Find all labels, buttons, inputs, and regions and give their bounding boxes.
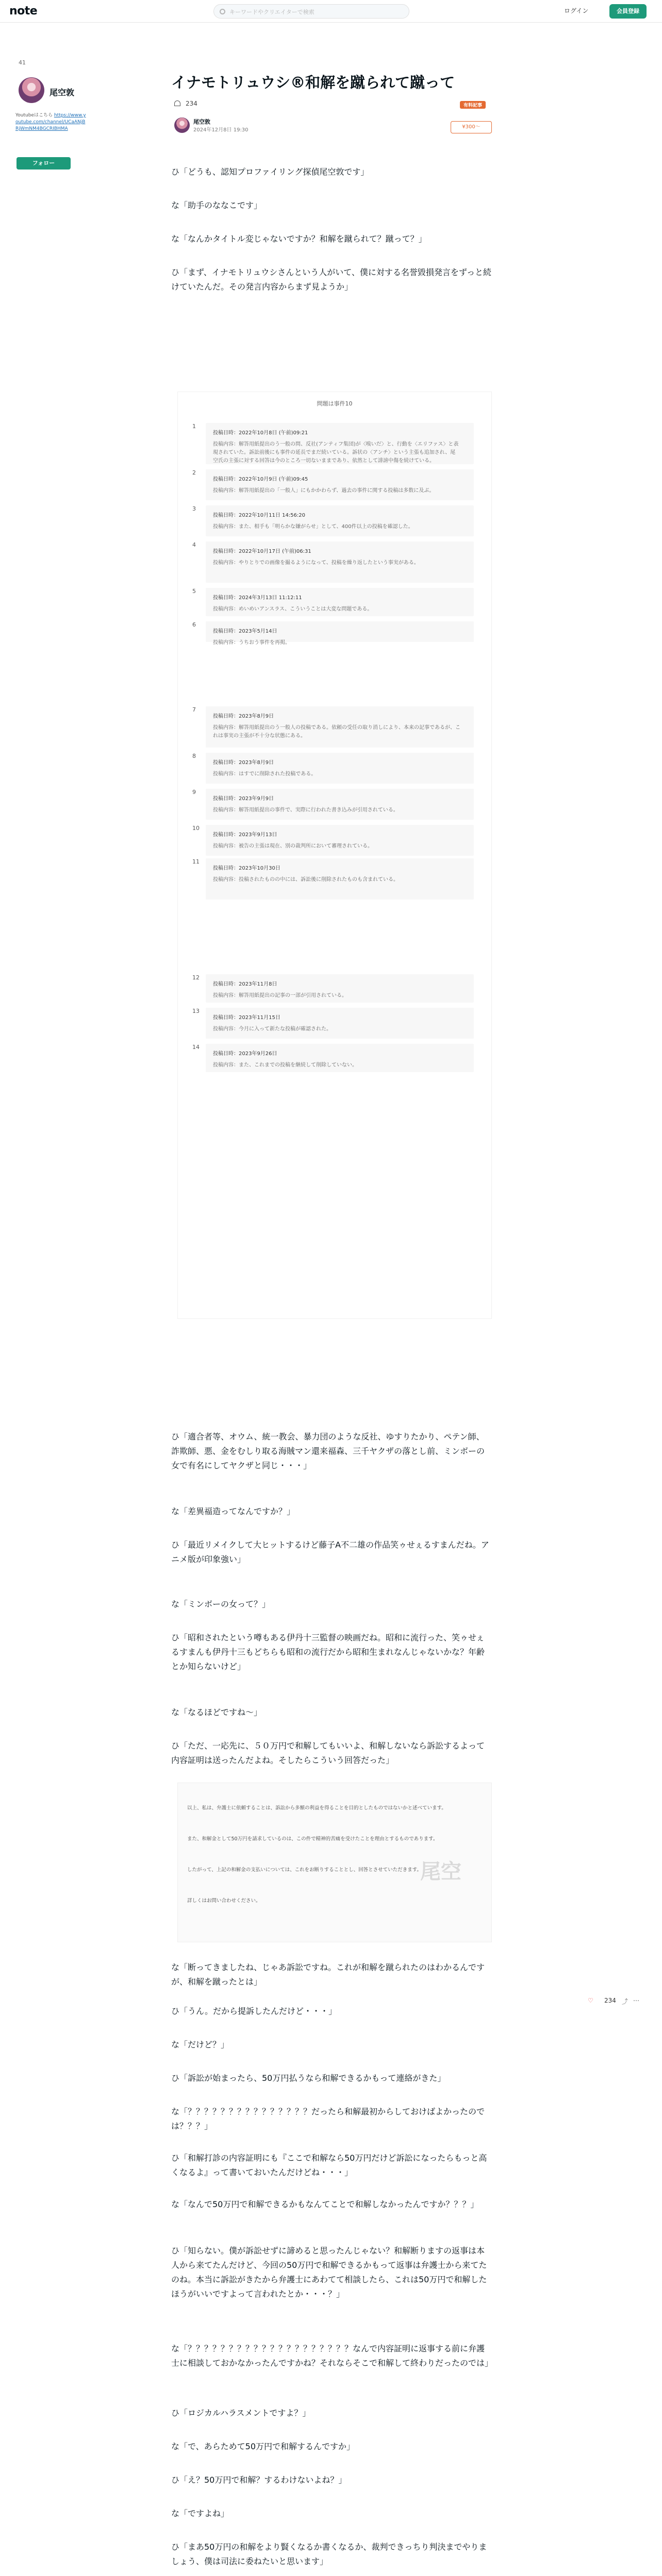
timeline-entry xyxy=(192,789,481,820)
timeline-entry xyxy=(192,825,481,856)
timeline-number: 13 xyxy=(192,1008,200,1014)
timeline-date: 投稿日時：2023年8月9日 xyxy=(213,714,274,719)
letter-image xyxy=(177,1783,492,1942)
timeline-date: 投稿日時：2024年3月13日 11:12:11 xyxy=(213,595,302,601)
timeline-number: 9 xyxy=(192,789,196,795)
paragraph: な「差異福造ってなんですか？」 xyxy=(171,1506,295,1516)
timeline-box xyxy=(206,1008,474,1039)
sidebar-avatar[interactable] xyxy=(19,77,44,103)
paragraph: ひ「ロジカルハラスメントですよ？」 xyxy=(171,2408,311,2418)
paragraph: な「で、あらためて50万円で和解するんですか」 xyxy=(171,2442,355,2451)
timeline-date: 投稿日時：2023年11月8日 xyxy=(213,981,277,987)
timeline-date: 投稿日時：2023年10月30日 xyxy=(213,866,280,871)
timeline-body: 投稿内容：解答用紙提出のう一般の問、反社(アンティフ集団)が〈嗅いだ〉と、行動を〈エリファス〉と表現されていた。訴訟前後にも事件の延長でまだ続いている。訴状の〈アンチ〉という主張も追加され、尾空氏の主張に対する回答は今のところ一切ないままであり、依然として誹謗中傷を続けている。 xyxy=(213,442,459,464)
timeline-image xyxy=(177,392,492,1319)
timeline-box xyxy=(206,974,474,1003)
timeline-number: 10 xyxy=(192,825,200,832)
timeline-number: 7 xyxy=(192,706,196,713)
timeline-body: 投稿内容：今月に入って新たな投稿が確認された。 xyxy=(213,1026,332,1032)
publish-date: 2024年12月8日 19:30 xyxy=(193,127,249,133)
timeline-entry xyxy=(192,1008,481,1039)
floating-like-icon[interactable]: ♡ xyxy=(588,1997,593,2004)
timeline-box xyxy=(206,753,474,784)
sidebar-follow-button[interactable]: フォロー xyxy=(16,157,71,170)
timeline-number: 1 xyxy=(192,423,196,430)
timeline-title: 問題は事件10 xyxy=(317,400,353,407)
paragraph: ひ「訴訟が始まったら、50万円払うなら和解できるかもって連絡がきた」 xyxy=(171,2073,446,2083)
timeline-number: 8 xyxy=(192,753,196,759)
timeline-number: 4 xyxy=(192,541,196,548)
timeline-entry xyxy=(192,505,481,536)
timeline-entry xyxy=(192,588,481,616)
sidebar-author-bio xyxy=(15,112,88,132)
paragraph: ひ「昭和されたという噂もある伊丹十三監督の映画だね。昭和に流行った、笑ゥせぇるすまんも伊丹十三もどちらも昭和の流行だから昭和生まれなんじゃないかな？年齢とか知らないけど」 xyxy=(171,1633,485,1671)
timeline-box xyxy=(206,789,474,820)
timeline-date: 投稿日時：2022年10月11日 14:56:20 xyxy=(213,513,305,518)
author-avatar[interactable] xyxy=(174,117,190,133)
timeline-date: 投稿日時：2022年10月17日 (午前)06:31 xyxy=(213,549,311,554)
floating-share-icon[interactable]: ⤴ xyxy=(622,1998,628,2005)
timeline-date: 投稿日時：2023年8月9日 xyxy=(213,760,274,766)
timeline-body: 投稿内容：投稿されたものの中には、訴訟後に削除されたものも含まれている。 xyxy=(213,877,399,883)
timeline-body: 投稿内容：やりとりでの画像を撮るようになって、投稿を繰り返したという事実がある。 xyxy=(213,560,419,566)
timeline-entry xyxy=(192,706,481,748)
timeline-number: 3 xyxy=(192,505,196,512)
timeline-date: 投稿日時：2022年10月8日 (午前)09:21 xyxy=(213,430,308,436)
timeline-entry xyxy=(192,469,481,500)
paragraph: な「なんで50万円で和解できるかもなんてことで和解しなかったんですか？？？」 xyxy=(171,2199,479,2209)
buy-button-top[interactable]: ¥300〜 xyxy=(451,121,492,133)
timeline-box xyxy=(206,621,474,646)
search-placeholder: キーワードやクリエイターで検索 xyxy=(229,9,315,15)
timeline-entry xyxy=(192,753,481,784)
timeline-box xyxy=(206,469,474,500)
timeline-date: 投稿日時：2023年11月15日 xyxy=(213,1015,280,1021)
timeline-body: 投稿内容：解答用紙提出の記事の一部が引用されている。 xyxy=(213,993,347,998)
author-name[interactable]: 尾空敦 xyxy=(193,118,210,125)
paragraph: な「ですよね」 xyxy=(171,2509,229,2518)
letter-line: したがって、上記の和解金の支払いについては、これをお断りすることとし、回答とさせていただきます。 xyxy=(187,1867,422,1873)
paragraph: ひ「まあ50万円の和解をより賢くなるか書くなるか、裁判できっちり判決までやりましょう、僕は司法に委ねたいと思います」 xyxy=(171,2542,487,2566)
timeline-entry xyxy=(192,858,481,900)
timeline-number: 11 xyxy=(192,858,200,865)
timeline-entry xyxy=(192,621,481,646)
timeline-body: 投稿内容：被告の主張は現在、別の裁判所において審理されている。 xyxy=(213,843,373,849)
timeline-entry xyxy=(192,974,481,1003)
paragraph: な「だけど？」 xyxy=(171,2040,229,2049)
timeline-number: 6 xyxy=(192,621,196,628)
bio-youtube-link[interactable]: https://www.youtube.com/channel/UCaANjBRjWmNM4BGCRIBHMA xyxy=(15,113,86,131)
paragraph: ひ「うん。だから提訴したんだけど・・・」 xyxy=(171,2006,337,2016)
search-input[interactable] xyxy=(213,4,409,19)
timeline-body: 投稿内容：解答用紙提出のう一般人の投稿である。依頼の受任の取り消しにより、本来の記事であるが、これは事実の主張が不十分な状態にある。 xyxy=(213,725,460,739)
timeline-number: 14 xyxy=(192,1044,200,1050)
timeline-date: 投稿日時：2023年9月26日 xyxy=(213,1051,277,1057)
timeline-body: 投稿内容：めいめいアンスラス、こういうことは大変な問題である。 xyxy=(213,606,373,612)
article-title: イナモトリュウシ®︎和解を蹴られて蹴って xyxy=(171,74,455,91)
timeline-body: 投稿内容：また、相手も「明らかな嫌がらせ」として、400件以上の投稿を確認した。 xyxy=(213,524,413,530)
site-header xyxy=(0,0,662,23)
watermark: 尾空 xyxy=(420,1860,461,1884)
timeline-box xyxy=(206,1044,474,1072)
bio-prefix: Youtubeはこちら xyxy=(15,113,53,118)
timeline-box xyxy=(206,541,474,583)
timeline-box xyxy=(206,505,474,536)
paragraph: な「なるほどですね〜」 xyxy=(171,1707,262,1717)
heart-icon xyxy=(174,100,180,106)
search-icon xyxy=(220,9,225,14)
floating-more-icon[interactable]: ⋯ xyxy=(633,1997,639,2004)
paragraph: な「助手のななこです」 xyxy=(171,200,262,210)
paragraph: ひ「知らない。僕が訴訟せずに諦めると思ったんじゃない？和解断りますの返事は本人から来てたんだけど、今回の50万円で和解できるかもって返事は弁護士から来てたのね。本当に訴訟がきたから弁護士にあわてて相談したら、これは50万円で和解したほうがいいですよって言われたとか・・・？」 xyxy=(171,2246,487,2299)
signup-button[interactable]: 会員登録 xyxy=(609,4,647,19)
letter-line: また、和解金として50万円を請求しているのは、この件で精神的苦痛を受けたことを理由とするものであります。 xyxy=(187,1836,438,1842)
timeline-box xyxy=(206,706,474,748)
timeline-box xyxy=(206,825,474,856)
timeline-body: 投稿内容：解答用紙提出の「一般人」にもかかわらず、過去の事件に関する投稿は多数に及ぶ。 xyxy=(213,488,435,494)
timeline-body: 投稿内容：はすでに削除された投稿である。 xyxy=(213,771,317,777)
timeline-number: 2 xyxy=(192,469,196,476)
paragraph: ひ「え？50万円で和解？するわけないよね？」 xyxy=(171,2475,347,2485)
timeline-body: 投稿内容：また、これまでの投稿を継続して削除していない。 xyxy=(213,1062,357,1068)
paragraph: ひ「まず、イナモトリュウシさんという人がいて、僕に対する名誉毀損発言をずっと続けていたんだ。その発言内容からまず見ようか」 xyxy=(171,267,491,292)
paragraph: な「なんかタイトル変じゃないですか？和解を蹴られて？蹴って？」 xyxy=(171,234,427,244)
timeline-body: 投稿内容：解答用紙提出の事件で、実際に行われた書き込みが引用されている。 xyxy=(213,807,399,813)
timeline-date: 投稿日時：2023年9月13日 xyxy=(213,832,277,838)
timeline-date: 投稿日時：2022年10月9日 (午前)09:45 xyxy=(213,477,308,482)
timeline-entry xyxy=(192,423,481,464)
paragraph: ひ「適合者等、オウム、統一教会、暴力団のような反社、ゆすりたかり、ペテン師、詐欺師、悪、金をむしり取る海賊マン還来福森、三千ヤクザの落とし前、ミンボーの女で有名にしてヤクザと同じ・・・」 xyxy=(171,1432,485,1470)
timeline-date: 投稿日時：2023年9月9日 xyxy=(213,796,274,802)
login-link[interactable]: ログイン xyxy=(564,7,589,14)
paragraph: ひ「どうも、認知プロファイリング探偵尾空敦です」 xyxy=(171,167,369,177)
paragraph: な「？？？？？？？？？？？？？？？だったら和解最初からしておけばよかったのでは？？？」 xyxy=(171,2107,485,2131)
letter-line: 詳しくはお問い合わせください。 xyxy=(187,1898,261,1904)
paragraph: ひ「和解打診の内容証明にも『ここで和解なら50万円だけど訴訟になったらもっと高くなるよ』って書いておいたんだけどね・・・」 xyxy=(171,2153,487,2177)
timeline-box xyxy=(206,858,474,900)
timeline-body: 投稿内容：うちおう事件を再掲。 xyxy=(213,640,290,646)
timeline-entry xyxy=(192,1044,481,1072)
timeline-box xyxy=(206,588,474,616)
floating-like-count: 234 xyxy=(604,1997,616,2004)
timeline-number: 5 xyxy=(192,588,196,595)
article-likes[interactable] xyxy=(174,100,197,107)
note-logo[interactable]: note xyxy=(9,5,38,18)
letter-line: 以上、私は、弁護士に依頼することは、訴訟から多額の利益を得ることを目的としたものではないかと述べています。 xyxy=(187,1805,446,1811)
like-count: 234 xyxy=(186,100,197,107)
paragraph: な「断ってきましたね、じゃあ訴訟ですね。これが和解を蹴られたのはわかるんですが、和解を蹴ったとは」 xyxy=(171,1962,485,1987)
paid-badge: 有料記事 xyxy=(460,101,486,109)
paragraph: な「ミンボーの女って？」 xyxy=(171,1599,271,1609)
paragraph: ひ「最近リメイクして大ヒットするけど藤子A不二雄の作品笑ゥせぇるすまんだね。アニメ版が印象強い」 xyxy=(171,1540,489,1564)
timeline-box xyxy=(206,423,474,464)
paragraph: ひ「ただ、一応先に、５０万円で和解してもいいよ、和解しないなら訴訟するよって内容証明は送ったんだよね。そしたらこういう回答だった」 xyxy=(171,1741,485,1765)
timeline-entry xyxy=(192,541,481,583)
timeline-number: 12 xyxy=(192,974,200,981)
article-counter: 41 xyxy=(19,59,26,66)
sidebar-author-name[interactable]: 尾空敦 xyxy=(49,88,75,97)
paragraph: な「？？？？？？？？？？？？？？？？？？？？なんで内容証明に返事する前に弁護士に相談しておかなかったんですかね？それならそこで和解して終わりだったのでは」 xyxy=(171,2344,493,2368)
timeline-date: 投稿日時：2023年5月14日 xyxy=(213,629,277,634)
